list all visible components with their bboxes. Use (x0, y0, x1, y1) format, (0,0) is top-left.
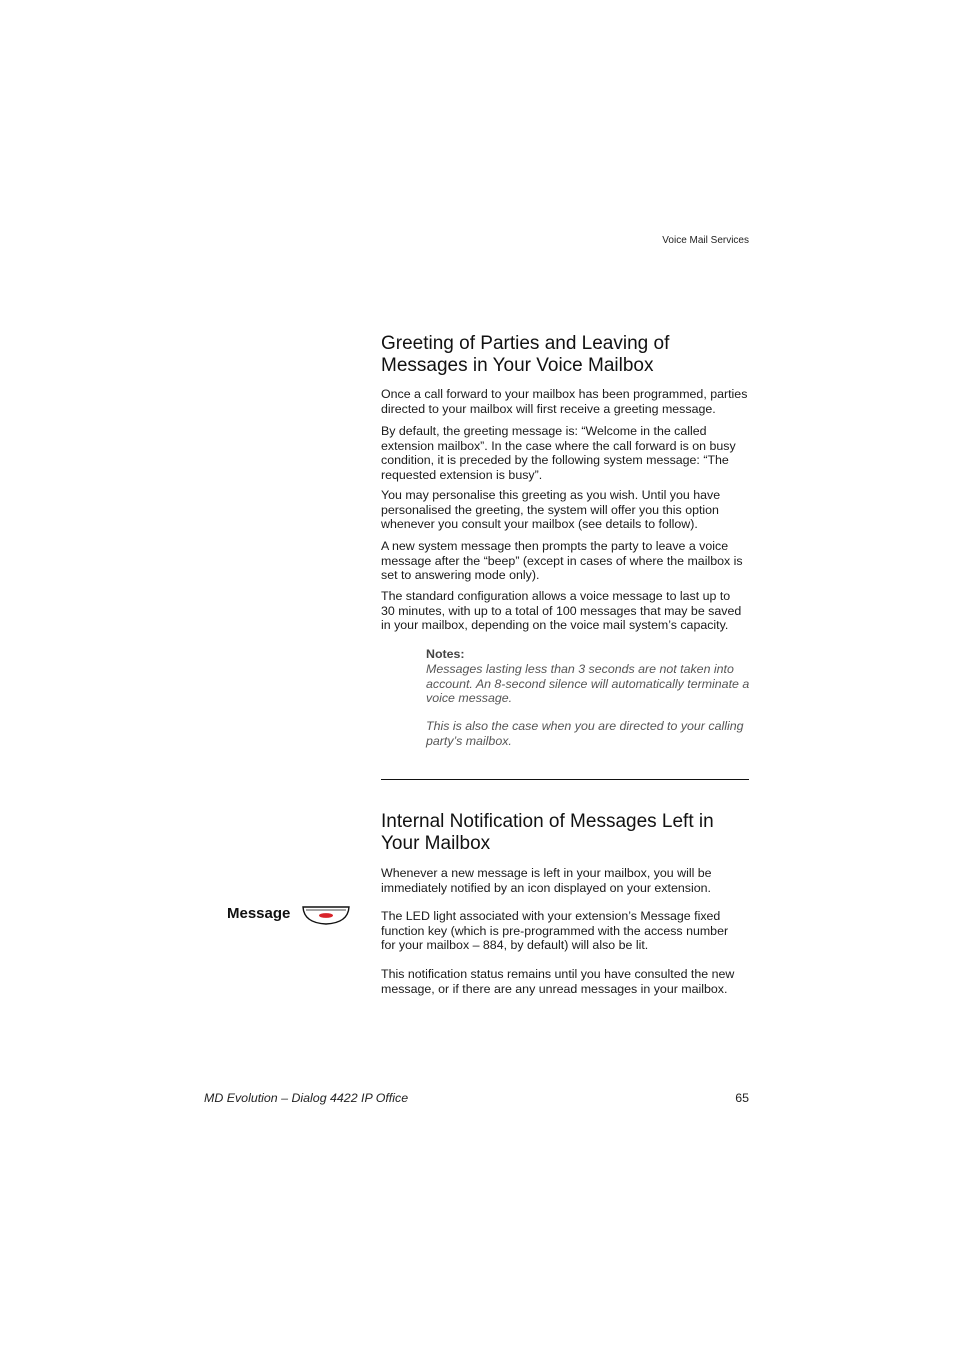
text-line: You may personalise this greeting as you wish. Until you have (381, 488, 721, 502)
section-divider (381, 779, 749, 780)
text-line: This notification status remains until you have consulted the new (381, 967, 735, 981)
running-head: Voice Mail Services (662, 235, 749, 246)
title-line: Messages in Your Voice Mailbox (381, 355, 654, 376)
paragraph (381, 488, 749, 532)
text-line: message, or if there are any unread messages in your mailbox. (381, 981, 728, 996)
paragraph (381, 539, 749, 583)
text-line: Once a call forward to your mailbox has been programmed, parties (381, 387, 748, 401)
section-title-notification (381, 811, 749, 855)
paragraph (381, 589, 749, 633)
text-line: Whenever a new message is left in your mailbox, you will be (381, 866, 712, 880)
paragraph (381, 967, 749, 996)
text-line: whenever you consult your mailbox (see details to follow). (381, 517, 698, 532)
text-line: The LED light associated with your extension’s Message fixed (381, 909, 721, 923)
note-item (426, 662, 751, 706)
section-title-greeting (381, 333, 749, 377)
paragraph (381, 866, 749, 895)
text-line: condition, it is preceded by the following system message: “The (381, 453, 729, 468)
text-line: directed to your mailbox will first receive a greeting message. (381, 401, 716, 416)
paragraph (381, 909, 749, 953)
text-line: A new system message then prompts the party to leave a voice (381, 539, 729, 553)
message-key-label: Message (227, 905, 291, 922)
text-line: voice message. (426, 691, 513, 706)
paragraph (381, 424, 749, 482)
title-line: Internal Notification of Messages Left in (381, 811, 714, 832)
text-line: This is also the case when you are directed to your calling (426, 719, 744, 733)
title-line: Greeting of Parties and Leaving of (381, 333, 670, 354)
text-line: personalised the greeting, the system will offer you this option (381, 502, 719, 517)
text-line: function key (which is pre-programmed with the access number (381, 923, 729, 938)
text-line: Messages lasting less than 3 seconds are not taken into (426, 662, 734, 676)
text-line: extension mailbox”. In the case where the call forward is on busy (381, 438, 736, 453)
title-line: Your Mailbox (381, 833, 491, 854)
page-number: 65 (735, 1091, 749, 1105)
text-line: By default, the greeting message is: “Welcome in the called (381, 424, 707, 438)
notes-title: Notes: (426, 647, 465, 661)
footer-title: MD Evolution – Dialog 4422 IP Office (204, 1091, 409, 1105)
text-line: message after the “beep” (except in cases of where the mailbox is (381, 553, 743, 568)
text-line: party’s mailbox. (426, 733, 512, 748)
paragraph (381, 387, 749, 416)
text-line: requested extension is busy”. (381, 467, 543, 482)
text-line: 30 minutes, with up to a total of 100 messages that may be saved (381, 603, 742, 618)
text-line: set to answering mode only). (381, 568, 540, 583)
text-line: The standard configuration allows a voice message to last up to (381, 589, 731, 603)
text-line: account. An 8-second silence will automatically terminate a (426, 676, 750, 691)
text-line: for your mailbox – 884, by default) will also be lit. (381, 938, 649, 953)
text-line: in your mailbox, depending on the voice mail system’s capacity. (381, 618, 729, 633)
message-key-icon (302, 906, 350, 926)
text-line: immediately notified by an icon displayed on your extension. (381, 880, 711, 895)
note-item (426, 719, 751, 748)
